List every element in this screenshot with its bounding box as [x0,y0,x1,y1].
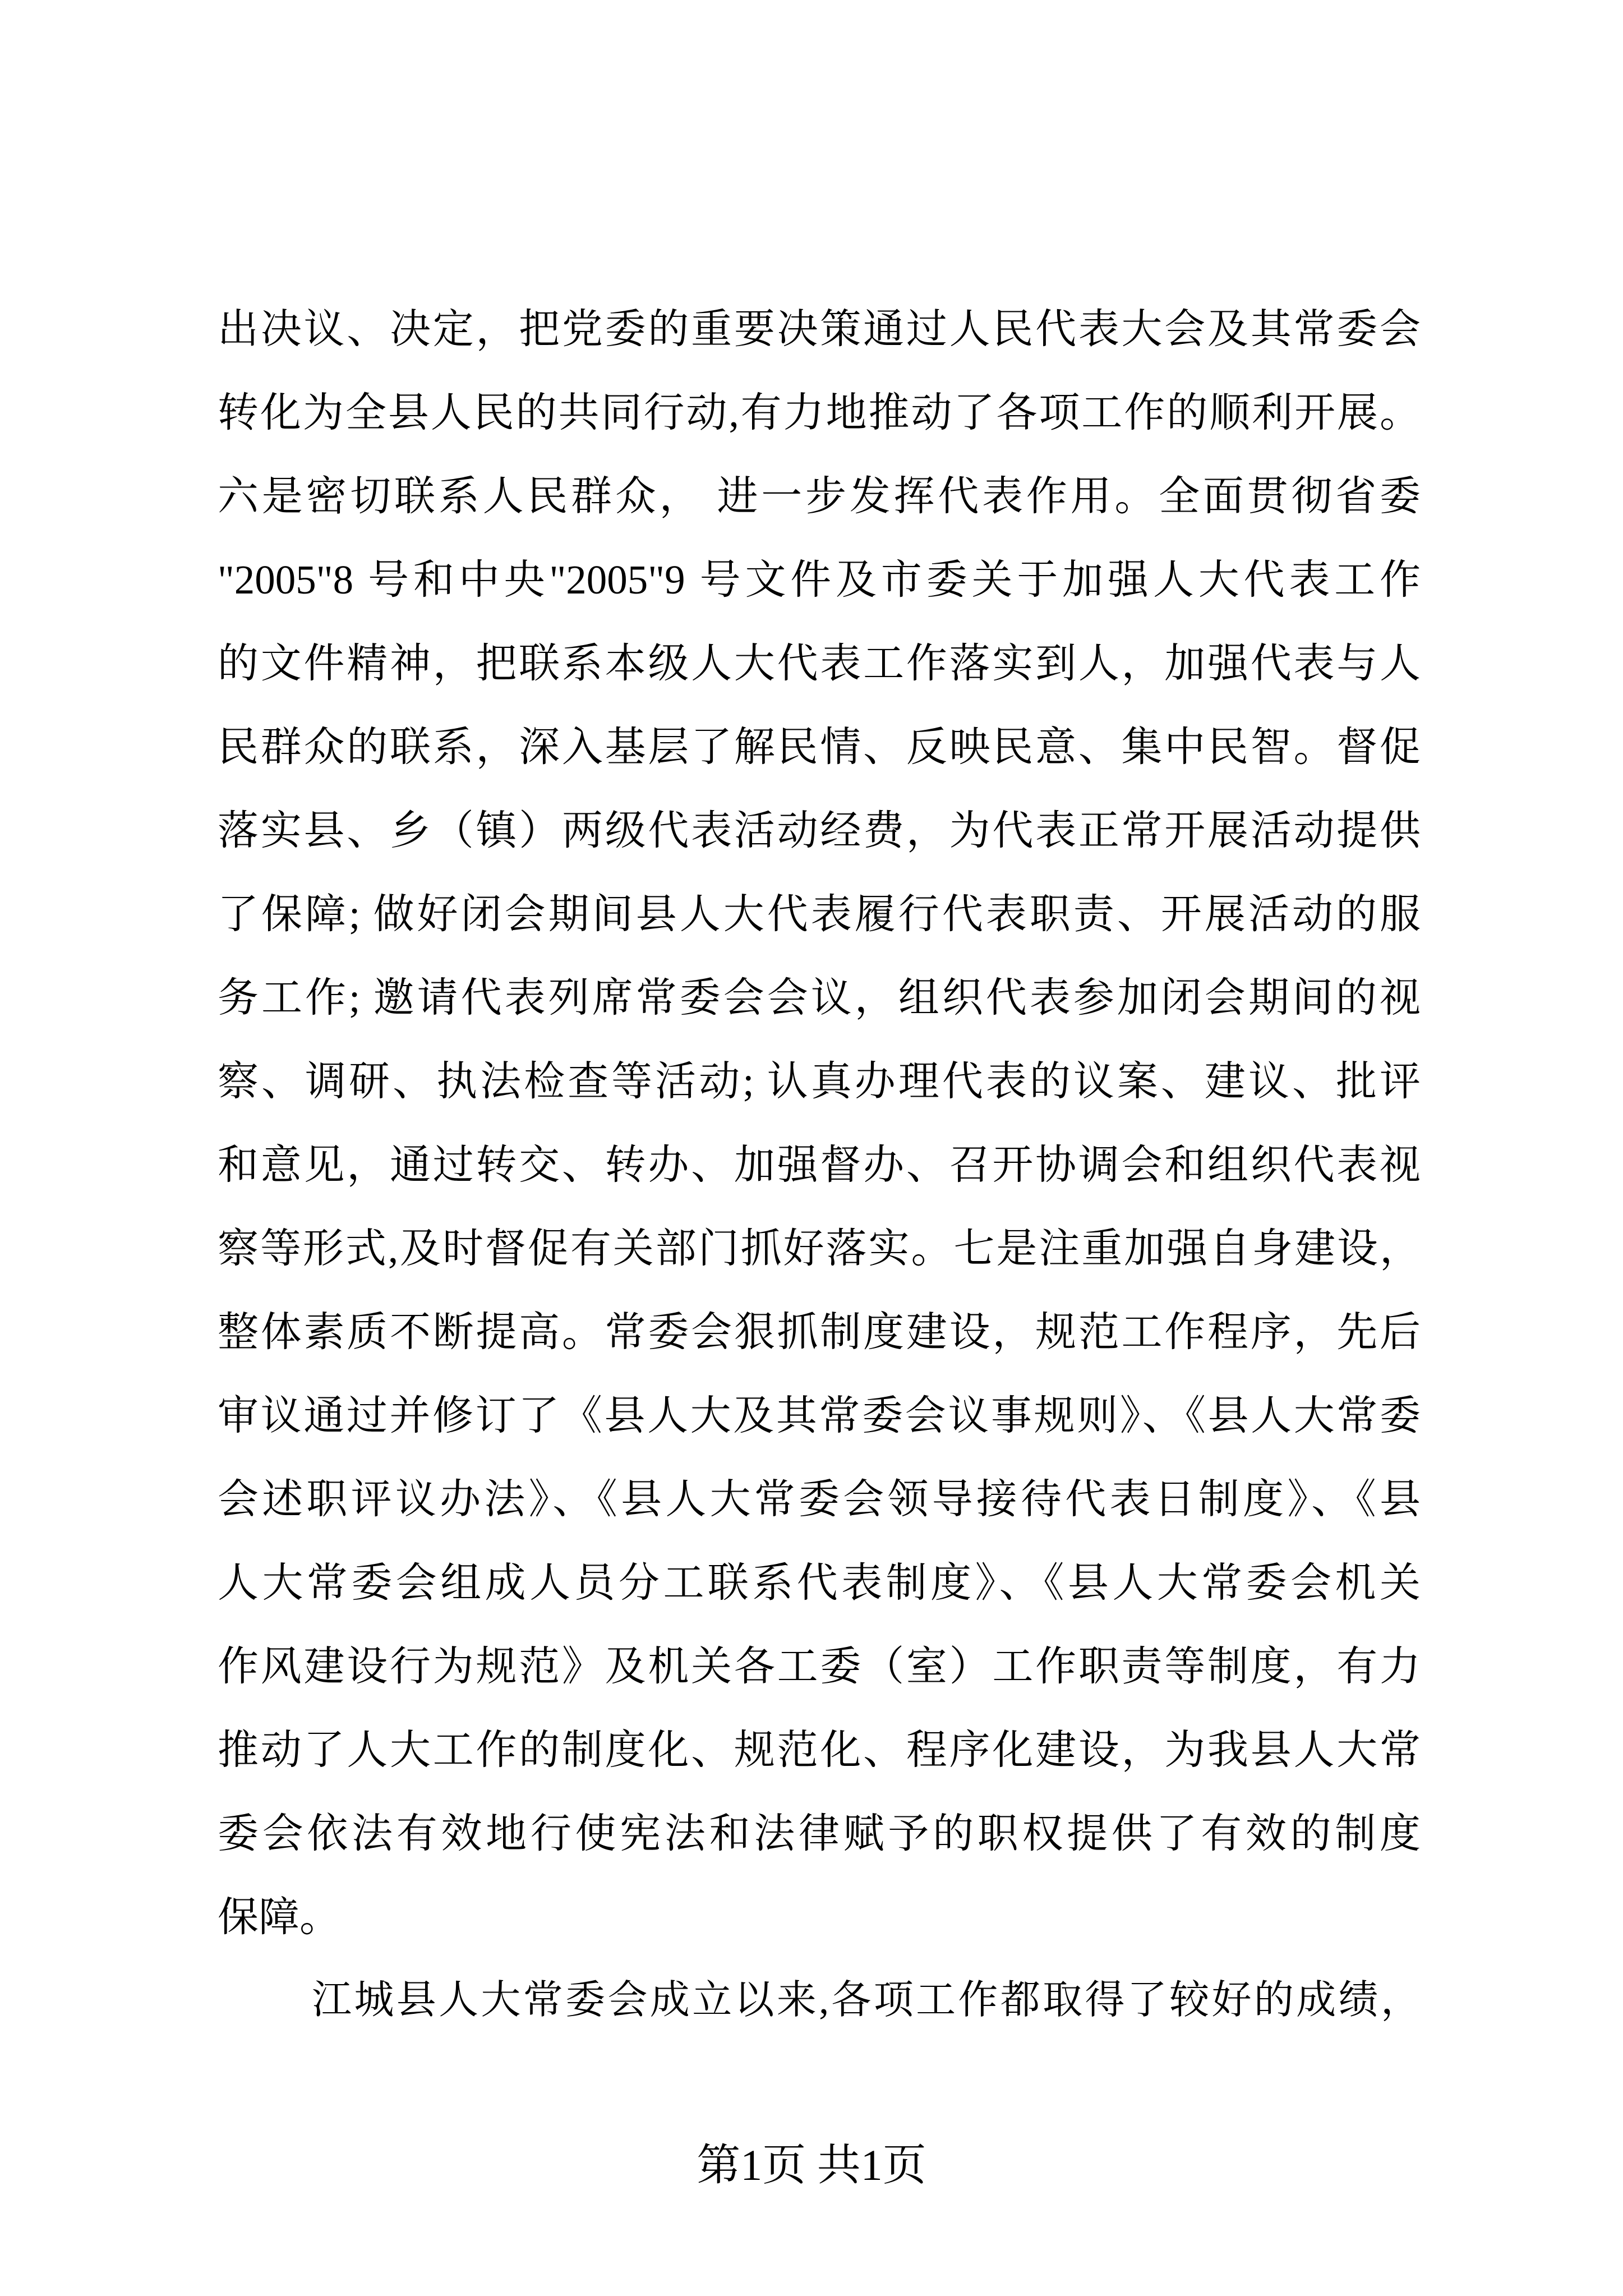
text-line-01: 出决议、决定，把党委的重要决策通过人民代表大会及其常委会 [218,306,1421,352]
text-line-17: 作风建设行为规范》及机关各工委（室）工作职责等制度，有力 [218,1644,1421,1689]
text-line-08: 了保障; 做好闭会期间县人大代表履行代表职责、开展活动的服 [218,891,1421,937]
text-line-07: 落实县、乡（镇）两级代表活动经费，为代表正常开展活动提供 [218,808,1421,853]
text-line-04: "2005"8 号和中央"2005"9 号文件及市委关于加强人大代表工作 [218,557,1421,602]
page-number-indicator: 第1页 共1页 [697,2141,926,2189]
text-line-18: 推动了人大工作的制度化、规范化、程序化建设，为我县人大常 [218,1727,1421,1773]
text-line-12: 察等形式,及时督促有关部门抓好落实。七是注重加强自身建设， [218,1226,1421,1271]
text-line-21: 江城县人大常委会成立以来,各项工作都取得了较好的成绩， [312,1978,1421,2022]
text-line-13: 整体素质不断提高。常委会狠抓制度建设，规范工作程序，先后 [218,1309,1421,1355]
text-line-20: 保障。 [218,1894,340,1940]
document-body [218,287,1421,2042]
text-line-14: 审议通过并修订了《县人大及其常委会议事规则》、《县人大常委 [218,1393,1421,1438]
text-line-05: 的文件精神，把联系本级人大代表工作落实到人，加强代表与人 [218,641,1421,686]
text-line-19: 委会依法有效地行使宪法和法律赋予的职权提供了有效的制度 [218,1811,1421,1856]
page-footer [0,2126,1623,2205]
text-line-09: 务工作; 邀请代表列席常委会会议，组织代表参加闭会期间的视 [218,975,1421,1020]
text-line-11: 和意见，通过转交、转办、加强督办、召开协调会和组织代表视 [218,1142,1421,1188]
text-line-02: 转化为全县人民的共同行动,有力地推动了各项工作的顺利开展。 [218,390,1421,435]
text-line-15: 会述职评议办法》、《县人大常委会领导接待代表日制度》、《县 [218,1476,1421,1522]
text-line-06: 民群众的联系，深入基层了解民情、反映民意、集中民智。督促 [218,724,1421,770]
text-line-16: 人大常委会组成人员分工联系代表制度》、《县人大常委会机关 [218,1560,1421,1605]
text-line-10: 察、调研、执法检查等活动; 认真办理代表的议案、建议、批评 [218,1059,1421,1104]
text-line-03: 六是密切联系人民群众， 进一步发挥代表作用。全面贯彻省委 [218,473,1421,519]
